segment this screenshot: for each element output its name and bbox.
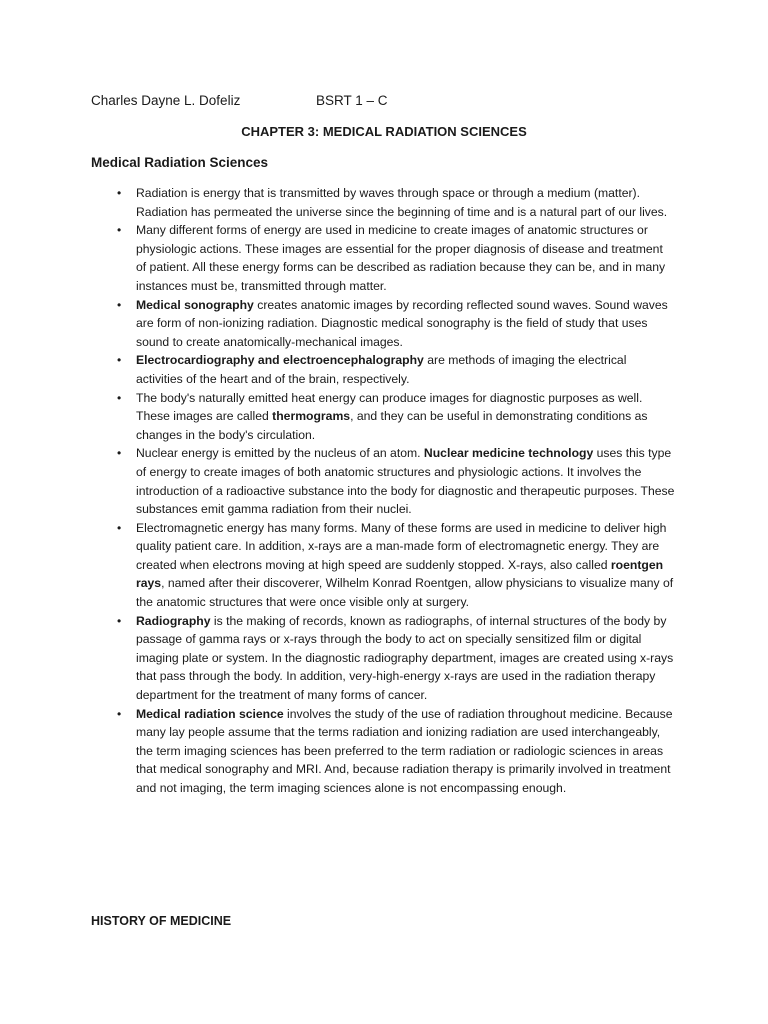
bullet-marker: • <box>117 706 122 721</box>
bold-term: thermograms <box>272 409 351 424</box>
bullet-text: , named after their discoverer, Wilhelm Konrad Roentgen, allow physicians to visualize many of the anatomic structures that were once visible only at surgery. <box>136 576 674 610</box>
bullet-text: , and they can be useful in demonstrating conditions as changes in the body's circulation. <box>136 409 648 442</box>
bullet-marker: • <box>117 446 122 461</box>
list-item <box>117 351 676 388</box>
section-subheading: Medical Radiation Sciences <box>91 155 269 170</box>
bullet-marker: • <box>117 520 122 535</box>
bullet-text: is the making of records, known as radiographs, of internal structures of the body by passage of gamma rays or x-rays through the body to act on specially sensitized film or digital imaging plate or system. In the diagnostic radiography department, images are created using x-rays that pass through the body. In addition, very-high-energy x-rays are used in the radiation therapy department for the treatment of many forms of cancer. <box>136 613 674 703</box>
author-name: Charles Dayne L. Dofeliz <box>91 93 241 108</box>
bullet-text: Electromagnetic energy has many forms. Many of these forms are used in medicine to deliver high quality patient care. In addition, x-rays are a man-made form of electromagnetic energy. They are created when electrons moving at high speed are suddenly stopped. X-rays, also called <box>136 520 667 572</box>
bullet-marker: • <box>117 613 122 628</box>
bullet-marker: • <box>117 390 122 405</box>
bullet-marker: • <box>117 186 122 200</box>
list-item <box>117 519 676 612</box>
bullet-marker: • <box>117 297 122 312</box>
bullet-text: creates anatomic images by recording reflected sound waves. Sound waves are form of non-ionizing radiation. Diagnostic medical sonography is the field of study that uses sound to create anatomically-mechanical images. <box>136 297 668 349</box>
bullet-text: The body's naturally emitted heat energy can produce images for diagnostic purposes as well. These images are called <box>136 390 643 424</box>
section-code: BSRT 1 – C <box>316 93 388 108</box>
bullet-marker: • <box>117 223 122 238</box>
bold-term: Medical radiation science <box>136 706 284 721</box>
list-item <box>117 612 676 705</box>
bullet-text: Radiation is energy that is transmitted by waves through space or through a medium (matter). Radiation has permeated the universe since the beginning of time and is a natural part of our lives. <box>136 186 668 219</box>
list-item <box>117 705 676 798</box>
bullet-text: Nuclear energy is emitted by the nucleus of an atom. <box>136 446 424 461</box>
list-item <box>117 389 676 445</box>
bold-term: Medical sonography <box>136 297 254 312</box>
bullet-text: Many different forms of energy are used in medicine to create images of anatomic structures or physiologic actions. These images are essential for the proper diagnosis of disease and treatment of patient. All these energy forms can be described as radiation because they can be, and in many instances must be, transmitted through matter. <box>136 223 666 293</box>
bullet-text: uses this type of energy to create images of both anatomic structures and physiologic actions. It involves the introduction of a radioactive substance into the body for diagnostic and therapeutic purposes. These substances emit gamma radiation from their nuclei. <box>136 446 675 517</box>
list-item <box>117 296 676 352</box>
bullet-text: involves the study of the use of radiation throughout medicine. Because many lay people assume that the terms radiation and ionizing radiation are used interchangeably, the term imaging sciences has been preferred to the term radiation or radiologic sciences in areas that medical sonography and MRI. And, because radiation therapy is primarily involved in treatment and not imaging, the term imaging sciences alone is not encompassing enough. <box>136 706 673 795</box>
bold-term: Nuclear medicine technology <box>423 446 594 461</box>
bullet-marker: • <box>117 353 122 368</box>
list-item <box>117 184 676 221</box>
bold-term: Electrocardiography and electroencephalography <box>136 353 424 368</box>
bold-term: Radiography <box>136 613 211 628</box>
bullet-list <box>0 184 768 798</box>
history-heading: HISTORY OF MEDICINE <box>91 914 232 928</box>
list-item <box>117 221 676 295</box>
list-item <box>117 444 676 518</box>
bullet-text: are methods of imaging the electrical activities of the heart and of the brain, respectively. <box>136 353 627 386</box>
bold-term: roentgen rays <box>136 557 664 591</box>
chapter-title: CHAPTER 3: MEDICAL RADIATION SCIENCES <box>241 124 527 139</box>
